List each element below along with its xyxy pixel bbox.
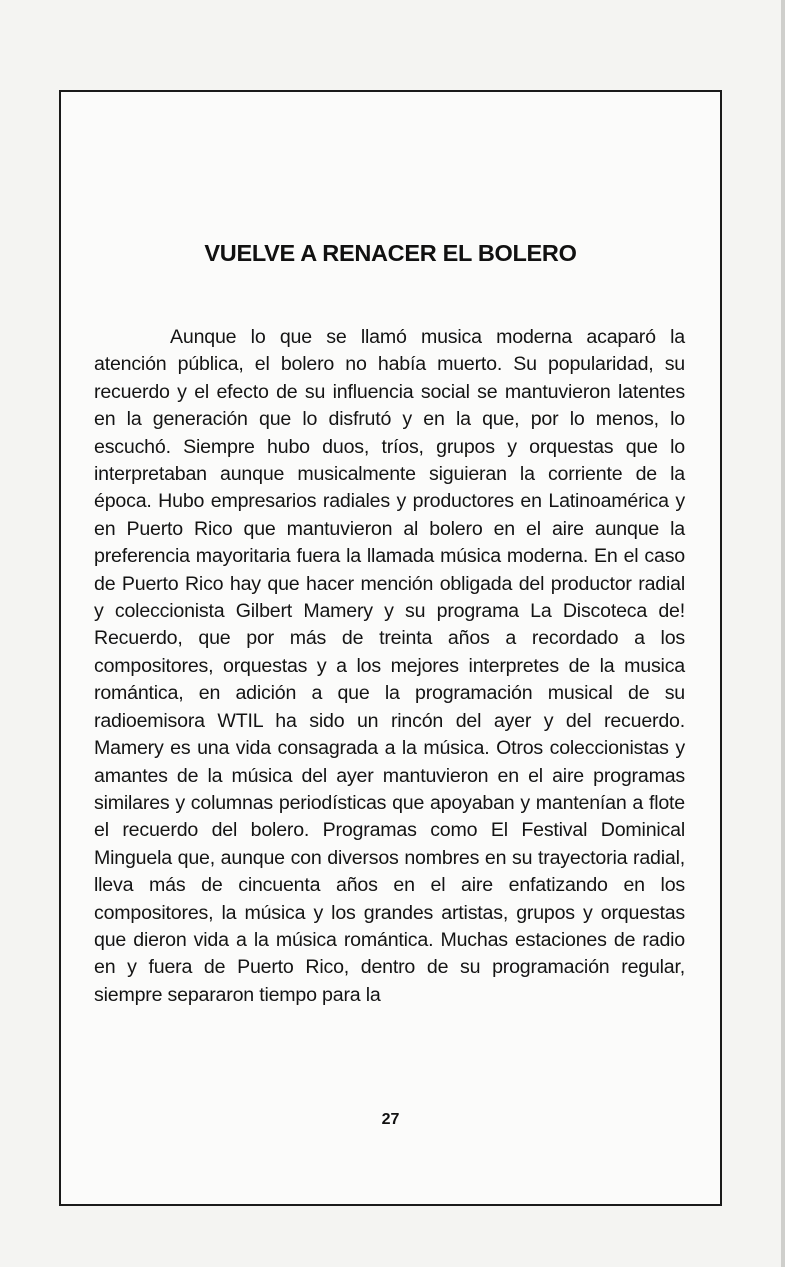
page-number: 27 [381,1111,400,1128]
body-paragraph: Aunque lo que se llamó musica moderna acaparó la atención pública, el bolero no había muerto. Su popularidad, su recuerdo y el efecto de su influencia social se mantuvieron latentes en la generación que lo disfrutó y en la que, por lo menos, lo escuchó. Siempre hubo duos, tríos, grupos y orquestas que lo interpretaban aunque musicalmente siguieran la corriente de la época. Hubo empresarios radiales y productores en Latinoamérica y en Puerto Rico que mantuvieron al bolero en el aire aunque la preferencia mayoritaria fuera la llamada música moderna. En el caso de Puerto Rico hay que hacer mención obligada del productor radial y coleccionista Gilbert Mamery y su programa La Discoteca de! Recuerdo, que por más de treinta años a recordado a los compositores, orquestas y a los mejores interpretes de la musica romántica, en adición a que la programación musical de su radioemisora WTIL ha sido un rincón del ayer y del recuerdo. Mamery es una vida consagrada a la música. Otros coleccionistas y amantes de la música del ayer mantuvieron en el aire programas similares y columnas periodísticas que apoyaban y mantenían a flote el recuerdo del bolero. Programas como El Festival Dominical Minguela que, aunque con diversos nombres en su trayectoria radial, lleva más de cincuenta años en el aire enfatizando en los compositores, la música y los grandes artistas, grupos y orquestas que dieron vida a la música romántica. Muchas estaciones de radio en y fuera de Puerto Rico, dentro de su programación regular, siempre separaron tiempo para la [94,326,685,1006]
page-frame [59,90,722,1206]
chapter-title: VUELVE A RENACER EL BOLERO [204,240,577,266]
page-edge [781,0,785,1267]
